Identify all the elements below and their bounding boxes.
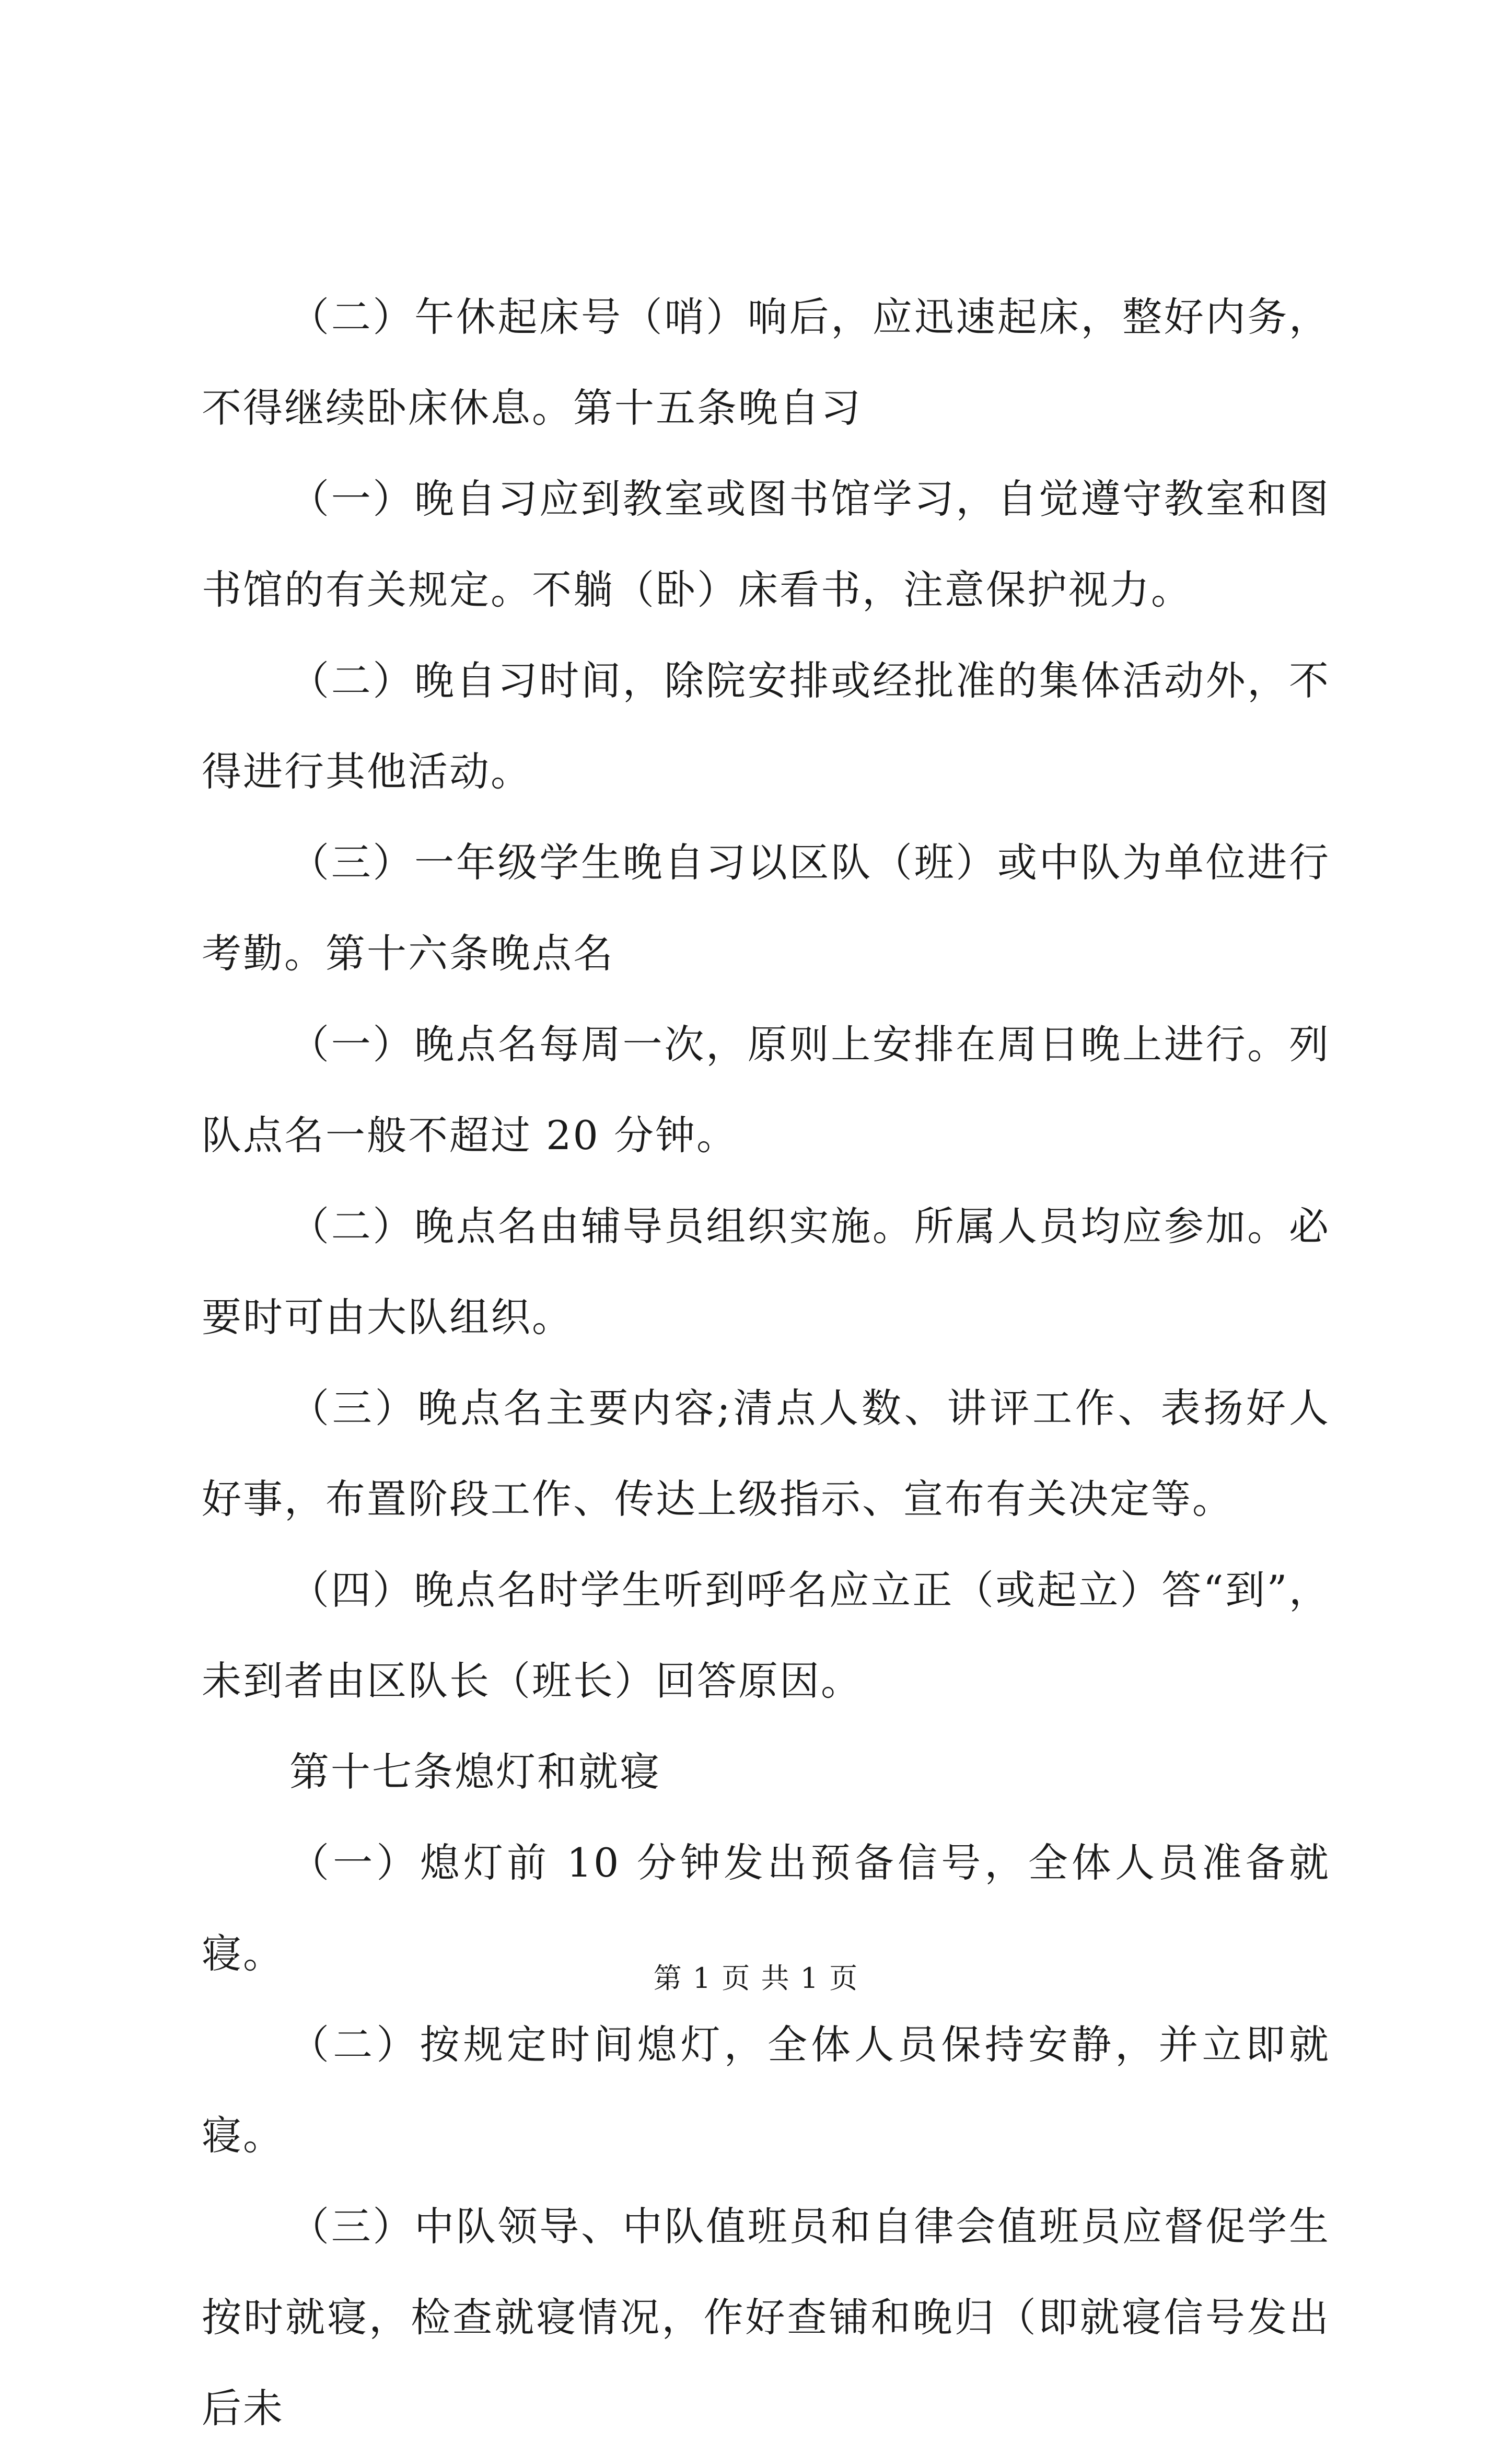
section-heading: 第十七条熄灯和就寝 xyxy=(289,1749,661,1795)
paragraph: （一）晚点名每周一次，原则上安排在周日晚上进行。列队点名一般不超过 20 分钟。 xyxy=(202,1021,1330,1159)
paragraph: （二）午休起床号（哨）响后，应迅速起床，整好内务，不得继续卧床休息。第十五条晚自习 xyxy=(202,294,1330,431)
paragraph: （三）晚点名主要内容;清点人数、讲评工作、表扬好人好事，布置阶段工作、传达上级指示、宣布有关决定等。 xyxy=(202,1385,1330,1522)
paragraph: （四）晚点名时学生听到呼名应立正（或起立）答“到”，未到者由区队长（班长）回答原因。 xyxy=(202,1567,1330,1704)
paragraph: （二）晚点名由辅导员组织实施。所属人员均应参加。必要时可由大队组织。 xyxy=(202,1203,1330,1340)
paragraph: （一）晚自习应到教室或图书馆学习，自觉遵守教室和图书馆的有关规定。不躺（卧）床看书，注意保护视力。 xyxy=(202,476,1330,613)
document-body xyxy=(202,272,1330,2454)
paragraph: （一）熄灯前 10 分钟发出预备信号，全体人员准备就寝。 xyxy=(202,1839,1330,1977)
paragraph: （二）晚自习时间，除院安排或经批准的集体活动外，不得进行其他活动。 xyxy=(202,657,1330,795)
paragraph: （三）一年级学生晚自习以区队（班）或中队为单位进行考勤。第十六条晚点名 xyxy=(202,839,1330,977)
paragraph: （三）中队领导、中队值班员和自律会值班员应督促学生按时就寝，检查就寝情况，作好查铺和晚归（即就寝信号发出后未 xyxy=(202,2203,1330,2432)
paragraph: （二）按规定时间熄灯，全体人员保持安静，并立即就寝。 xyxy=(202,2021,1330,2159)
page-footer: 第 1 页 共 1 页 xyxy=(653,1962,859,1995)
